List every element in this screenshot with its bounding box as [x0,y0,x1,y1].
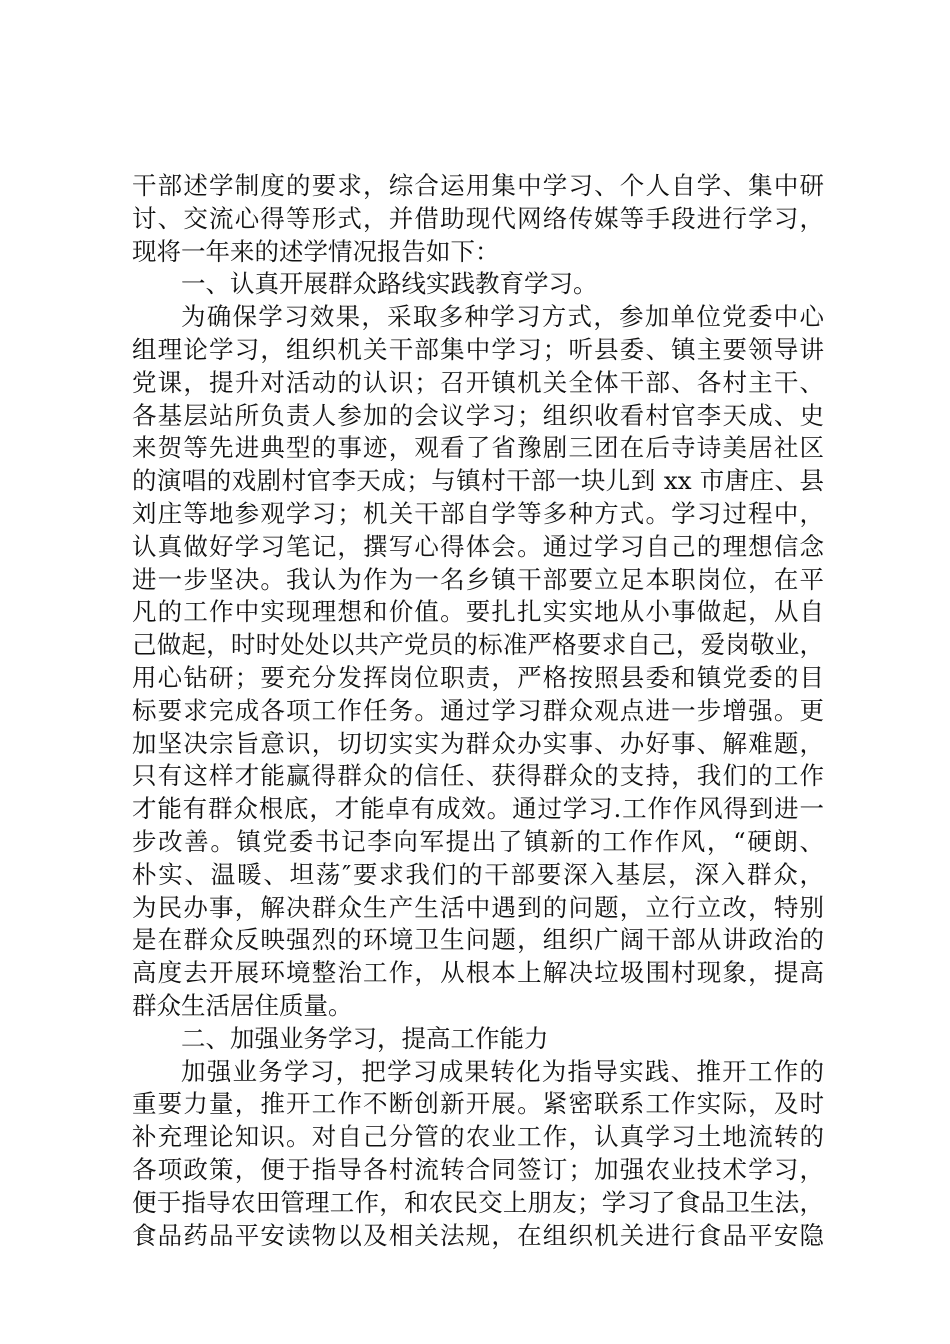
text-line: 讨、交流心得等形式，并借助现代网络传媒等手段进行学习， [132,203,824,233]
paragraph-start-line: 加强业务学习，把学习成果转化为指导实践、推开工作的 [181,1056,824,1086]
text-line: 进一步坚决。我认为作为一名乡镇干部要立足本职岗位，在平 [132,564,824,594]
text-line: 的演唱的戏剧村官李天成；与镇村干部一块儿到 xx 市唐庄、县 [132,466,824,496]
text-line: 补充理论知识。对自己分管的农业工作，认真学习土地流转的 [132,1122,824,1152]
text-line: 标要求完成各项工作任务。通过学习群众观点进一步增强。更 [132,695,824,725]
text-line: 只有这样才能赢得群众的信任、获得群众的支持，我们的工作 [132,761,824,791]
text-line: 加坚决宗旨意识，切切实实为群众办实事、办好事、解难题， [132,728,824,758]
paragraph-start-line: 一、认真开展群众路线实践教育学习。 [181,269,598,299]
document-body [132,170,824,1252]
paragraph-start-line: 二、加强业务学习，提高工作能力 [181,1023,549,1053]
text-line: 干部述学制度的要求，综合运用集中学习、个人自学、集中研 [132,171,824,200]
text-line: 是在群众反映强烈的环境卫生问题，组织广阔干部从讲政治的 [132,925,824,955]
text-line: 凡的工作中实现理想和价值。要扎扎实实地从小事做起，从自 [132,597,824,627]
text-line: 为民办事，解决群众生产生活中遇到的问题，立行立改，特别 [132,892,824,922]
text-line: 组理论学习，组织机关干部集中学习；听县委、镇主要领导讲 [132,334,824,364]
text-line: 认真做好学习笔记，撰写心得体会。通过学习自己的理想信念 [132,531,824,561]
text-line: 各基层站所负责人参加的会议学习；组织收看村官李天成、史 [132,400,824,430]
text-line: 食品药品平安读物以及相关法规，在组织机关进行食品平安隐 [132,1220,824,1250]
text-line: 己做起，时时处处以共产党员的标准严格要求自己，爱岗敬业， [132,630,824,660]
text-line: 才能有群众根底，才能卓有成效。通过学习.工作作风得到进一 [132,794,824,824]
text-line: 高度去开展环境整治工作，从根本上解决垃圾围村现象，提高 [132,958,824,988]
text-line: 便于指导农田管理工作，和农民交上朋友；学习了食品卫生法， [132,1187,824,1217]
text-line: 刘庄等地参观学习；机关干部自学等多种方式。学习过程中， [132,498,824,528]
text-line: 步改善。镇党委书记李向军提出了镇新的工作作风，“硬朗、 [132,826,824,856]
text-line: 党课，提升对活动的认识；召开镇机关全体干部、各村主干、 [132,367,824,397]
text-line: 朴实、温暖、坦荡″要求我们的干部要深入基层，深入群众， [132,859,824,889]
text-line: 来贺等先进典型的事迹，观看了省豫剧三团在后寺诗美居社区 [132,433,824,463]
text-line: 重要力量，推开工作不断创新开展。紧密联系工作实际，及时 [132,1089,824,1119]
text-line: 用心钻研；要充分发挥岗位职责，严格按照县委和镇党委的目 [132,662,824,692]
text-line: 各项政策，便于指导各村流转合同签订；加强农业技术学习， [132,1154,824,1184]
paragraph-start-line: 为确保学习效果，采取多种学习方式，参加单位党委中心 [181,302,824,332]
text-line: 群众生活居住质量。 [132,990,353,1020]
text-line: 现将一年来的述学情况报告如下： [132,236,500,266]
